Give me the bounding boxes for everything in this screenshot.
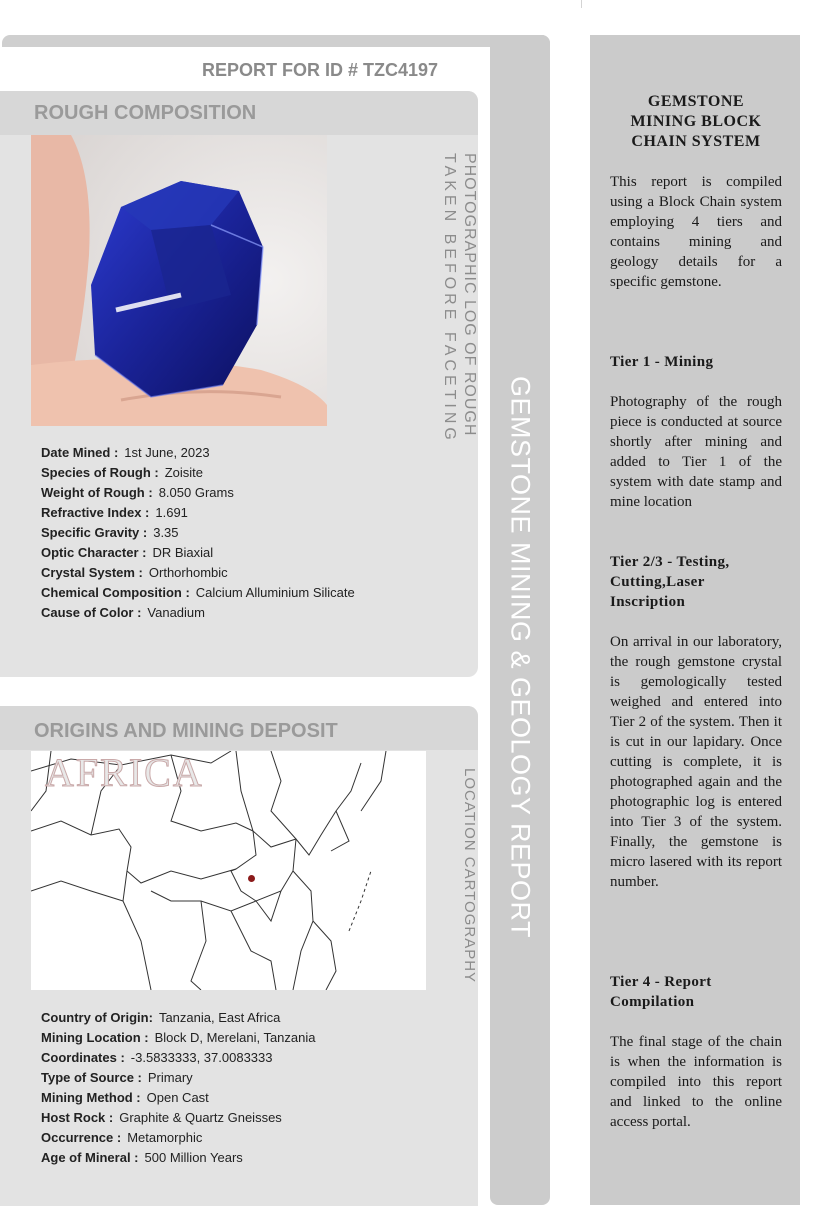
photo-caption-line2: TAKEN BEFORE FACETING: [441, 153, 458, 444]
field-value: Block D, Merelani, Tanzania: [154, 1030, 316, 1045]
field-row: [41, 463, 355, 483]
sidebar-title: GEMSTONE MINING BLOCK CHAIN SYSTEM: [630, 93, 762, 150]
field-row: [41, 1068, 316, 1088]
field-value: -3.5833333, 37.0083333: [130, 1050, 273, 1065]
field-value: 1.691: [155, 505, 188, 520]
rough-gemstone-photo: [31, 135, 327, 426]
top-divider: [581, 0, 582, 8]
tier23-heading: Tier 2/3 - Testing, Cutting,Laser Inscription: [610, 554, 730, 610]
map-caption: LOCATION CARTOGRAPHY: [461, 768, 478, 984]
field-value: Tanzania, East Africa: [158, 1010, 281, 1025]
field-label: Mining Location :: [41, 1030, 149, 1045]
tier23-text: On arrival in our laboratory, the rough gemstone crystal is gemologically tested weighed and entered into Tier 2 of the system. Then it is cut in our lapidary. Once cutting is complete, it is photographed again and the photographic log is entered into Tier 3 of the system. Finally, the gemstone is micro lasered with its report number.: [610, 634, 782, 890]
field-label: Weight of Rough :: [41, 485, 153, 500]
tier4-text: The final stage of the chain is when the information is compiled into this report and linked to the online access portal.: [610, 1034, 782, 1130]
field-label: Type of Source :: [41, 1070, 142, 1085]
top-frame-bar: [2, 35, 550, 47]
field-label: Mining Method :: [41, 1090, 141, 1105]
field-row: [41, 1148, 316, 1168]
field-value: Calcium Alluminium Silicate: [195, 585, 355, 600]
origin-fields: [41, 1008, 316, 1168]
field-row: [41, 543, 355, 563]
field-row: [41, 563, 355, 583]
field-row: [41, 1108, 316, 1128]
field-value: Vanadium: [147, 605, 205, 620]
tier4-heading: Tier 4 - Report Compilation: [610, 974, 712, 1010]
field-label: Chemical Composition :: [41, 585, 190, 600]
map-label-africa: AFRICA: [45, 751, 204, 795]
field-label: Specific Gravity :: [41, 525, 148, 540]
field-label: Age of Mineral :: [41, 1150, 139, 1165]
sidebar-intro: This report is compiled using a Block Chain system employing 4 tiers and contains mining and geology details for a specific gemstone.: [610, 174, 782, 290]
tier1-text: Photography of the rough piece is conducted at source shortly after mining and added to Tier 1 of the system with date stamp and mine location: [610, 394, 782, 510]
field-row: [41, 583, 355, 603]
field-row: [41, 1088, 316, 1108]
rough-fields: [41, 443, 355, 623]
field-label: Date Mined :: [41, 445, 119, 460]
field-label: Crystal System :: [41, 565, 143, 580]
tier1-heading: Tier 1 - Mining: [610, 354, 714, 370]
field-row: [41, 1008, 316, 1028]
field-row: [41, 483, 355, 503]
field-value: Open Cast: [146, 1090, 209, 1105]
field-value: DR Biaxial: [152, 545, 214, 560]
field-value: 8.050 Grams: [158, 485, 234, 500]
field-value: Orthorhombic: [148, 565, 228, 580]
field-value: 1st June, 2023: [124, 445, 210, 460]
field-row: [41, 503, 355, 523]
field-row: [41, 1048, 316, 1068]
field-label: Host Rock :: [41, 1110, 114, 1125]
field-value: Graphite & Quartz Gneisses: [119, 1110, 282, 1125]
field-row: [41, 443, 355, 463]
field-label: Occurrence :: [41, 1130, 122, 1145]
mine-location-marker: [248, 875, 255, 882]
field-label: Coordinates :: [41, 1050, 125, 1065]
report-id-title: REPORT FOR ID # TZC4197: [201, 60, 439, 80]
field-value: Primary: [147, 1070, 193, 1085]
photo-caption-line1: PHOTOGRAPHIC LOG OF ROUGH: [461, 153, 478, 437]
africa-map: [31, 751, 426, 990]
field-label: Cause of Color :: [41, 605, 142, 620]
field-value: Zoisite: [164, 465, 204, 480]
field-value: Metamorphic: [127, 1130, 203, 1145]
field-value: 500 Million Years: [144, 1150, 243, 1165]
field-label: Refractive Index :: [41, 505, 150, 520]
vertical-banner-text: GEMSTONE MINING & GEOLOGY REPORT: [505, 375, 536, 939]
field-row: [41, 1128, 316, 1148]
field-label: Optic Character :: [41, 545, 147, 560]
field-row: [41, 603, 355, 623]
field-row: [41, 1028, 316, 1048]
field-label: Species of Rough :: [41, 465, 159, 480]
origins-title: ORIGINS AND MINING DEPOSIT: [34, 720, 338, 742]
field-value: 3.35: [153, 525, 179, 540]
rough-composition-title: ROUGH COMPOSITION: [34, 102, 257, 124]
field-label: Country of Origin:: [41, 1010, 153, 1025]
field-row: [41, 523, 355, 543]
